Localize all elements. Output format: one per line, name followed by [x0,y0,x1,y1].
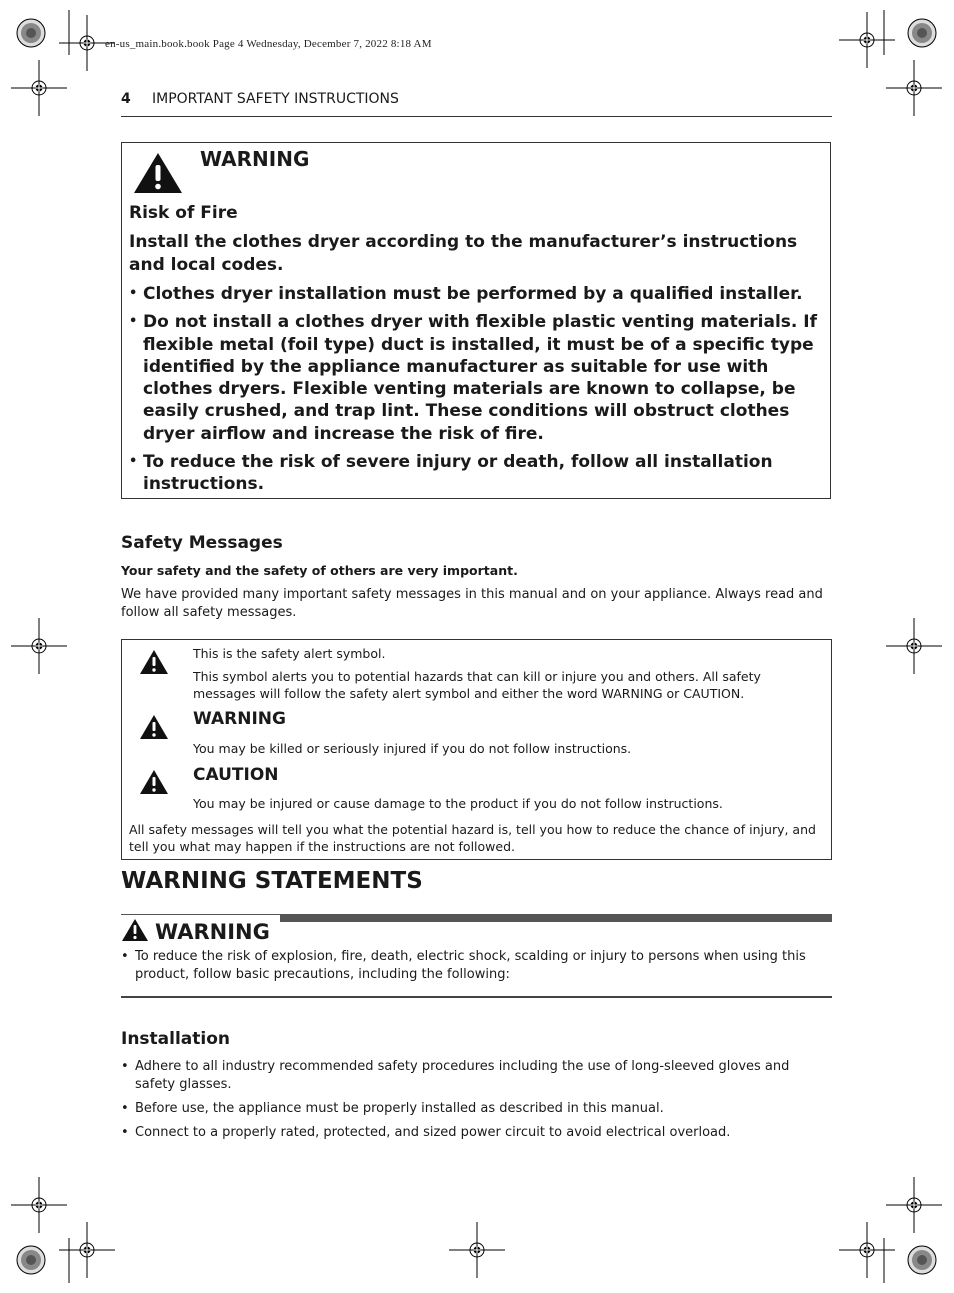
divider [121,914,280,915]
crosshair-mark-icon [886,1177,942,1233]
fire-warning-box [121,142,831,499]
caution-label: CAUTION [193,765,279,785]
alert-symbol-description: This symbol alerts you to potential hazards that can kill or injure you and others. All safety messages will follow the safety alert symbol and either the word WARNING or CAUTION. [193,669,761,701]
registration-target-icon [17,1246,45,1274]
installation-heading: Installation [121,1029,231,1049]
page-number: 4 [121,91,131,107]
crosshair-mark-icon [886,618,942,674]
warning-statements-list [121,948,832,990]
section-title: IMPORTANT SAFETY INSTRUCTIONS [152,91,399,107]
registration-target-icon [908,19,936,47]
warning-subtitle: Risk of Fire [129,203,238,223]
list-item: • Clothes dryer installation must be performed by a qualified installer. [129,283,819,305]
symbol-table-footer: All safety messages will tell you what the potential hazard is, tell you how to reduce the chance of injury, and tell you what may happen if the instructions are not followed. [129,822,816,854]
caution-description: You may be injured or cause damage to the product if you do not follow instructions. [193,796,723,811]
registration-target-icon [908,1246,936,1274]
warning-triangle-icon [121,918,149,942]
list-item: • To reduce the risk of explosion, fire, death, electric shock, scalding or injury to persons when using this product, follow basic precautions, including the following: [121,948,832,984]
safety-messages-heading: Safety Messages [121,533,283,553]
list-item: • Do not install a clothes dryer with flexible plastic venting materials. If flexible metal (foil type) duct is installed, it must be of a specific type identified by the appliance manufacturer as suitable for use with clothes dryers. Flexible venting materials are known to collapse, be easily crushed, and trap lint. These conditions will obstruct clothes dryer airflow and increase the risk of fire. [129,311,819,445]
caution-triangle-icon [139,769,169,795]
crosshair-mark-icon [839,12,895,68]
warning-triangle-icon [139,714,169,740]
warning-banner-bar [280,914,832,922]
registration-target-icon [17,19,45,47]
list-item: • To reduce the risk of severe injury or death, follow all installation instructions. [129,451,819,496]
list-item: • Before use, the appliance must be properly installed as described in this manual. [121,1100,832,1118]
installation-list [121,1058,832,1148]
warning-description: You may be killed or seriously injured if you do not follow instructions. [193,741,632,756]
list-item: • Connect to a properly rated, protected, and sized power circuit to avoid electrical overload. [121,1124,832,1142]
print-slug: en-us_main.book.book Page 4 Wednesday, December 7, 2022 8:18 AM [105,38,432,50]
crosshair-mark-icon [11,618,67,674]
warning-statements-heading: WARNING STATEMENTS [121,868,423,894]
crosshair-mark-icon [11,60,67,116]
alert-symbol-text: This is the safety alert symbol. [193,646,386,661]
crosshair-mark-icon [839,1222,895,1278]
warning-lead: Install the clothes dryer according to the manufacturer’s instructions and local codes. [129,232,798,275]
safety-intro-text: We have provided many important safety messages in this manual and on your appliance. Always read and follow all safety messages. [121,587,823,620]
safety-alert-icon [139,649,169,675]
safety-symbol-table [121,639,832,860]
running-header [121,89,832,117]
divider [121,996,832,998]
warning-list [129,283,819,502]
crosshair-mark-icon [11,1177,67,1233]
crosshair-mark-icon [59,1222,115,1278]
safety-important-text: Your safety and the safety of others are very important. [121,563,518,578]
warning-triangle-icon [132,151,184,195]
crosshair-mark-icon [449,1222,505,1278]
warning-label: WARNING [193,709,286,729]
warning-banner [121,918,270,944]
crosshair-mark-icon [886,60,942,116]
warning-title: WARNING [200,147,310,171]
list-item: • Adhere to all industry recommended safety procedures including the use of long-sleeved gloves and safety glasses. [121,1058,832,1094]
warning-banner-title: WARNING [155,920,270,944]
